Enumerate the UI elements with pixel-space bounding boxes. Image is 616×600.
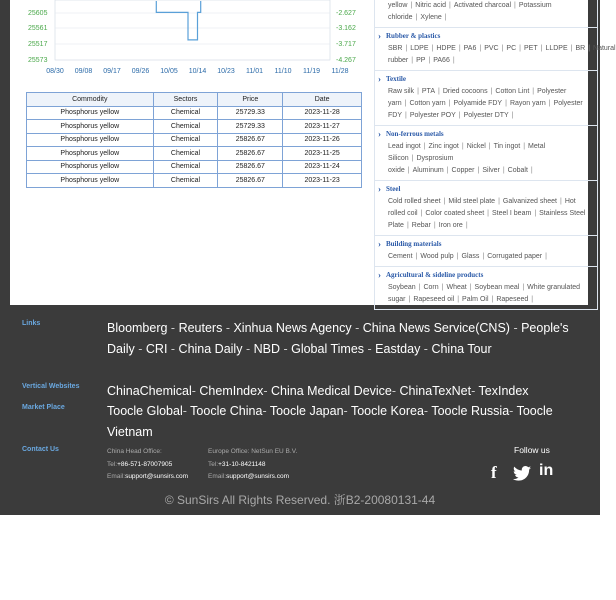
category-item[interactable]: Wheat xyxy=(446,284,467,291)
y-tick-left: 25561 xyxy=(28,25,48,32)
x-tick: 11/19 xyxy=(303,68,320,75)
category-item[interactable]: Aluminum xyxy=(412,167,444,174)
separator: | xyxy=(411,57,414,64)
europe-tel: +31-10-8421148 xyxy=(218,460,266,468)
contact-us-label: Contact Us xyxy=(22,446,59,453)
separator: | xyxy=(438,88,440,95)
link-separator: - xyxy=(242,341,254,356)
x-tick: 09/08 xyxy=(74,68,93,75)
category-item[interactable]: Nickel xyxy=(466,143,486,150)
category-block xyxy=(374,267,598,310)
table-cell: 25729.33 xyxy=(218,120,283,134)
table-cell: 2023-11-24 xyxy=(283,160,362,174)
link-separator: - xyxy=(167,321,179,335)
footer-link[interactable]: People's Daily xyxy=(107,321,569,356)
category-item[interactable]: PA6 xyxy=(463,45,477,52)
price-table xyxy=(26,92,362,188)
footer-link[interactable]: Toocle Japan xyxy=(269,404,344,418)
footer-link[interactable]: China Medical Device xyxy=(270,384,392,398)
separator: | xyxy=(465,222,468,229)
separator: | xyxy=(410,2,413,9)
category-item[interactable]: PTA xyxy=(421,88,435,95)
category-item[interactable]: LDPE xyxy=(410,45,429,52)
category-title[interactable]: › Textile xyxy=(386,75,592,83)
footer-link[interactable]: TexIndex xyxy=(478,384,529,398)
category-item[interactable]: Natural rubber xyxy=(388,45,616,64)
category-title[interactable]: › Agricultural & sideline products xyxy=(386,271,592,279)
separator: | xyxy=(420,210,423,217)
column-header: Date xyxy=(283,93,362,107)
separator: | xyxy=(446,167,449,174)
table-cell: Chemical xyxy=(153,160,218,174)
table-row xyxy=(27,106,362,120)
separator: | xyxy=(488,143,491,150)
category-item[interactable]: Polyester FDY xyxy=(388,100,583,119)
links-label: Links xyxy=(22,320,41,327)
link-separator: - xyxy=(191,384,200,398)
table-row xyxy=(27,160,362,174)
china-tel-label: Tel: xyxy=(107,460,118,468)
category-item[interactable]: Raw silk xyxy=(388,88,415,95)
column-header: Price xyxy=(218,93,283,107)
category-item[interactable]: Mild steel plate xyxy=(448,198,496,205)
category-block xyxy=(374,28,616,71)
table-cell: Chemical xyxy=(153,174,218,188)
separator: | xyxy=(461,143,464,150)
link-separator: - xyxy=(343,404,351,418)
table-cell: 2023-11-23 xyxy=(283,174,362,188)
separator: | xyxy=(449,2,451,9)
separator: | xyxy=(530,167,533,174)
europe-office-title: Europe Office: NetSun EU B.V. xyxy=(208,448,298,455)
category-item[interactable]: White granulated sugar xyxy=(388,284,581,303)
table-cell: Chemical xyxy=(153,106,218,120)
category-item[interactable]: Galvanized sheet xyxy=(502,198,557,205)
price-chart xyxy=(10,0,370,80)
table-cell: 2023-11-27 xyxy=(283,120,362,134)
category-item[interactable]: Metal Silicon xyxy=(388,143,546,162)
separator: | xyxy=(523,143,526,150)
table-cell: 25826.67 xyxy=(218,133,283,147)
table-cell: Phosphorus yellow xyxy=(27,106,154,120)
category-block xyxy=(374,71,598,126)
separator: | xyxy=(469,284,472,291)
separator: | xyxy=(482,253,485,260)
separator: | xyxy=(519,45,521,52)
series-line xyxy=(156,1,200,40)
table-cell: Chemical xyxy=(153,133,218,147)
separator: | xyxy=(452,57,455,64)
footer-link[interactable]: ChemIndex xyxy=(199,384,264,398)
vertical-websites-label: Vertical Websites xyxy=(22,383,80,390)
table-row xyxy=(27,174,362,188)
footer-link[interactable]: China Daily xyxy=(178,341,243,356)
category-item[interactable]: Corn xyxy=(423,284,439,291)
category-item[interactable]: Soybean meal xyxy=(474,284,520,291)
link-separator: - xyxy=(509,321,522,335)
separator: | xyxy=(505,100,507,107)
category-item[interactable]: Potassium chloride xyxy=(388,2,552,21)
footer-link[interactable]: Toocle Russia xyxy=(431,404,510,418)
link-separator: - xyxy=(279,341,292,356)
category-item[interactable]: PA66 xyxy=(433,57,450,64)
twitter-icon[interactable] xyxy=(513,466,531,481)
category-item[interactable]: PET xyxy=(523,45,538,52)
x-tick: 10/23 xyxy=(217,68,235,75)
category-item[interactable]: Dried cocoons xyxy=(442,88,488,95)
table-cell: Phosphorus yellow xyxy=(27,120,154,134)
table-cell: Chemical xyxy=(153,120,218,134)
separator: | xyxy=(448,100,451,107)
europe-email-label: Email: xyxy=(208,473,227,480)
category-block xyxy=(374,0,598,28)
table-row xyxy=(27,120,362,134)
y-tick-right: -4.267 xyxy=(336,57,356,64)
separator: | xyxy=(491,296,494,303)
europe-tel-label: Tel: xyxy=(208,460,219,468)
table-cell: Phosphorus yellow xyxy=(27,147,154,161)
category-title[interactable]: › Building materials xyxy=(386,240,592,248)
footer-link[interactable]: Global Times xyxy=(291,341,365,356)
table-cell: 2023-11-26 xyxy=(283,133,362,147)
y-tick-right: -2.627 xyxy=(336,10,356,17)
footer-link[interactable]: ChinaTexNet xyxy=(399,384,472,398)
link-separator: - xyxy=(351,321,363,335)
category-block xyxy=(374,126,598,181)
category-item[interactable]: Cement xyxy=(388,253,413,260)
footer-link[interactable]: China News Service(CNS) xyxy=(362,321,510,335)
separator: | xyxy=(588,45,591,52)
y-tick-left: 25517 xyxy=(28,41,48,48)
category-item[interactable]: Hot rolled coil xyxy=(388,198,576,217)
separator: | xyxy=(477,167,480,174)
separator: | xyxy=(415,253,418,260)
separator: | xyxy=(514,2,516,9)
separator: | xyxy=(458,112,461,119)
category-item[interactable]: BR xyxy=(575,45,586,52)
table-cell: Phosphorus yellow xyxy=(27,160,154,174)
category-item[interactable]: Zinc ingot xyxy=(428,143,459,150)
separator: | xyxy=(415,14,418,21)
separator: | xyxy=(545,253,547,260)
category-item[interactable]: Dysprosium oxide xyxy=(388,155,454,174)
category-item[interactable]: Cotton Lint xyxy=(495,88,530,95)
category-item[interactable]: PVC xyxy=(484,45,499,52)
category-item[interactable]: Cobalt xyxy=(507,167,528,174)
separator: | xyxy=(433,222,436,229)
separator: | xyxy=(540,45,543,52)
follow-us-label: Follow us xyxy=(514,445,550,455)
table-cell: 25826.67 xyxy=(218,147,283,161)
category-item[interactable]: Copper xyxy=(451,167,475,174)
category-item[interactable]: SBR xyxy=(388,45,403,52)
market-place-list xyxy=(107,401,577,442)
y-tick-left: 25605 xyxy=(28,10,48,17)
separator: | xyxy=(511,112,514,119)
china-email-label: Email: xyxy=(107,473,126,480)
category-item[interactable]: Polyester POY xyxy=(409,112,456,119)
content-panel xyxy=(10,0,616,305)
footer-link[interactable]: Toocle Korea xyxy=(350,404,424,418)
category-item[interactable]: Palm Oil xyxy=(462,296,489,303)
category-item[interactable]: Corrugated paper xyxy=(487,253,543,260)
category-item[interactable]: Activated charcoal xyxy=(453,2,512,9)
category-item[interactable]: Polyester DTY xyxy=(463,112,509,119)
table-cell: 25729.33 xyxy=(218,106,283,120)
category-block xyxy=(374,181,598,236)
category-block xyxy=(374,236,598,267)
plot-area xyxy=(55,0,330,60)
separator: | xyxy=(456,253,459,260)
china-office xyxy=(107,446,188,484)
footer-link[interactable]: CRI xyxy=(145,341,168,356)
footer-link[interactable]: Xinhua News Agency xyxy=(233,321,352,335)
separator: | xyxy=(498,198,500,205)
link-separator: - xyxy=(134,341,146,356)
separator: | xyxy=(406,222,409,229)
footer-link[interactable]: NBD xyxy=(253,341,280,356)
y-tick-left: 25573 xyxy=(28,57,48,64)
x-tick: 10/14 xyxy=(188,68,207,75)
china-tel: +86-571-87007905 xyxy=(117,460,173,468)
separator: | xyxy=(490,88,493,95)
x-tick: 11/28 xyxy=(331,68,349,75)
y-tick-right: -3.717 xyxy=(336,41,356,48)
link-separator: - xyxy=(364,341,376,356)
link-separator: - xyxy=(262,404,270,418)
footer-link[interactable]: Eastday xyxy=(375,341,421,356)
category-item[interactable]: Rebar xyxy=(411,222,431,229)
category-item[interactable]: PC xyxy=(506,45,517,52)
category-item[interactable]: Rapeseed xyxy=(496,296,529,303)
links-list xyxy=(107,318,577,359)
separator: | xyxy=(532,88,535,95)
category-item[interactable]: Tin ingot xyxy=(493,143,521,150)
link-separator: - xyxy=(391,384,400,398)
column-header: Sectors xyxy=(153,93,218,107)
linkedin-icon[interactable]: in xyxy=(539,462,554,479)
separator: | xyxy=(431,45,434,52)
table-row xyxy=(27,147,362,161)
separator: | xyxy=(428,57,431,64)
separator: | xyxy=(404,100,407,107)
footer-link[interactable]: Bloomberg xyxy=(107,321,168,335)
link-separator: - xyxy=(182,404,191,418)
column-header: Commodity xyxy=(27,93,154,107)
x-tick: 10/05 xyxy=(160,68,178,75)
y-tick-right: -3.162 xyxy=(336,25,356,32)
footer-link[interactable]: Toocle Vietnam xyxy=(107,404,553,439)
separator: | xyxy=(411,155,414,162)
separator: | xyxy=(479,45,482,52)
link-separator: - xyxy=(423,404,432,418)
separator: | xyxy=(417,88,419,95)
market-place-label: Market Place xyxy=(22,404,65,411)
category-item[interactable]: Cotton yarn xyxy=(409,100,446,107)
link-separator: - xyxy=(222,321,234,335)
category-item[interactable]: LLDPE xyxy=(545,45,568,52)
category-item[interactable]: Steel I beam xyxy=(492,210,532,217)
x-tick: 09/17 xyxy=(103,68,121,75)
separator: | xyxy=(487,210,489,217)
category-item[interactable]: Lead ingot xyxy=(388,143,421,150)
category-item[interactable]: Stainless Steel Plate xyxy=(388,210,586,229)
table-cell: 2023-11-25 xyxy=(283,147,362,161)
table-cell: 25826.67 xyxy=(218,160,283,174)
separator: | xyxy=(522,284,525,291)
separator: | xyxy=(444,14,447,21)
footer-link[interactable]: ChinaChemical xyxy=(107,384,192,398)
separator: | xyxy=(502,167,505,174)
category-item[interactable]: Nitric acid xyxy=(415,2,447,9)
separator: | xyxy=(501,45,504,52)
category-item[interactable]: Xylene xyxy=(420,14,442,21)
link-separator: - xyxy=(471,384,479,398)
link-separator: - xyxy=(420,341,432,356)
link-separator: - xyxy=(167,341,179,356)
separator: | xyxy=(534,210,537,217)
category-item[interactable]: Glass xyxy=(461,253,480,260)
facebook-icon[interactable]: f xyxy=(491,463,497,482)
category-item[interactable]: Color coated sheet xyxy=(425,210,485,217)
table-row xyxy=(27,133,362,147)
category-item[interactable]: yellow xyxy=(388,2,408,9)
category-item[interactable]: Cold rolled sheet xyxy=(388,198,441,205)
x-tick: 11/10 xyxy=(274,68,292,75)
category-title[interactable]: › Non-ferrous metals xyxy=(386,130,592,138)
footer-link[interactable]: Toocle China xyxy=(190,404,263,418)
separator: | xyxy=(458,45,461,52)
table-cell: Chemical xyxy=(153,147,218,161)
separator: | xyxy=(559,198,562,205)
separator: | xyxy=(548,100,551,107)
separator: | xyxy=(405,45,408,52)
category-title[interactable]: › Rubber & plastics xyxy=(386,32,592,40)
footer-link[interactable]: Reuters xyxy=(178,321,223,335)
table-cell: 2023-11-28 xyxy=(283,106,362,120)
china-email[interactable]: support@sunsirs.com xyxy=(125,473,189,480)
x-tick: 09/26 xyxy=(131,68,150,75)
separator: | xyxy=(441,284,444,291)
europe-office xyxy=(208,446,297,484)
category-item[interactable]: Wood pulp xyxy=(420,253,454,260)
table-cell: 25826.67 xyxy=(218,174,283,188)
category-item[interactable]: Silver xyxy=(482,167,500,174)
separator: | xyxy=(443,198,446,205)
category-item[interactable]: Rapeseed oil xyxy=(413,296,455,303)
separator: | xyxy=(418,284,421,291)
category-title[interactable]: › Steel xyxy=(386,185,592,193)
separator: | xyxy=(570,45,573,52)
separator: | xyxy=(405,112,407,119)
x-tick: 08/30 xyxy=(46,68,64,75)
europe-email[interactable]: support@sunsirs.com xyxy=(226,473,290,480)
separator: | xyxy=(407,167,410,174)
category-item[interactable]: Polyamide FDY xyxy=(453,100,503,107)
category-item[interactable]: Rayon yarn xyxy=(509,100,546,107)
separator: | xyxy=(408,296,411,303)
footer-link[interactable]: Toocle Global xyxy=(107,404,183,418)
category-item[interactable]: Soybean xyxy=(388,284,416,291)
table-cell: Phosphorus yellow xyxy=(27,174,154,188)
separator: | xyxy=(531,296,534,303)
link-separator: - xyxy=(263,384,271,398)
copyright: © SunSirs All Rights Reserved. 浙B2-20080131-44 xyxy=(164,493,436,507)
link-separator: - xyxy=(509,404,517,418)
category-item[interactable]: HDPE xyxy=(436,45,456,52)
separator: | xyxy=(423,143,426,150)
vertical-websites-list xyxy=(107,381,577,402)
category-panel xyxy=(374,0,616,303)
table-cell: Phosphorus yellow xyxy=(27,133,154,147)
china-office-title: China Head Office: xyxy=(107,448,162,455)
separator: | xyxy=(457,296,460,303)
x-tick: 11/01 xyxy=(246,68,263,75)
category-item[interactable]: Polyester yarn xyxy=(388,88,567,107)
footer-link[interactable]: China Tour xyxy=(431,341,492,356)
category-item[interactable]: PP xyxy=(416,57,426,64)
category-item[interactable]: Iron ore xyxy=(438,222,463,229)
